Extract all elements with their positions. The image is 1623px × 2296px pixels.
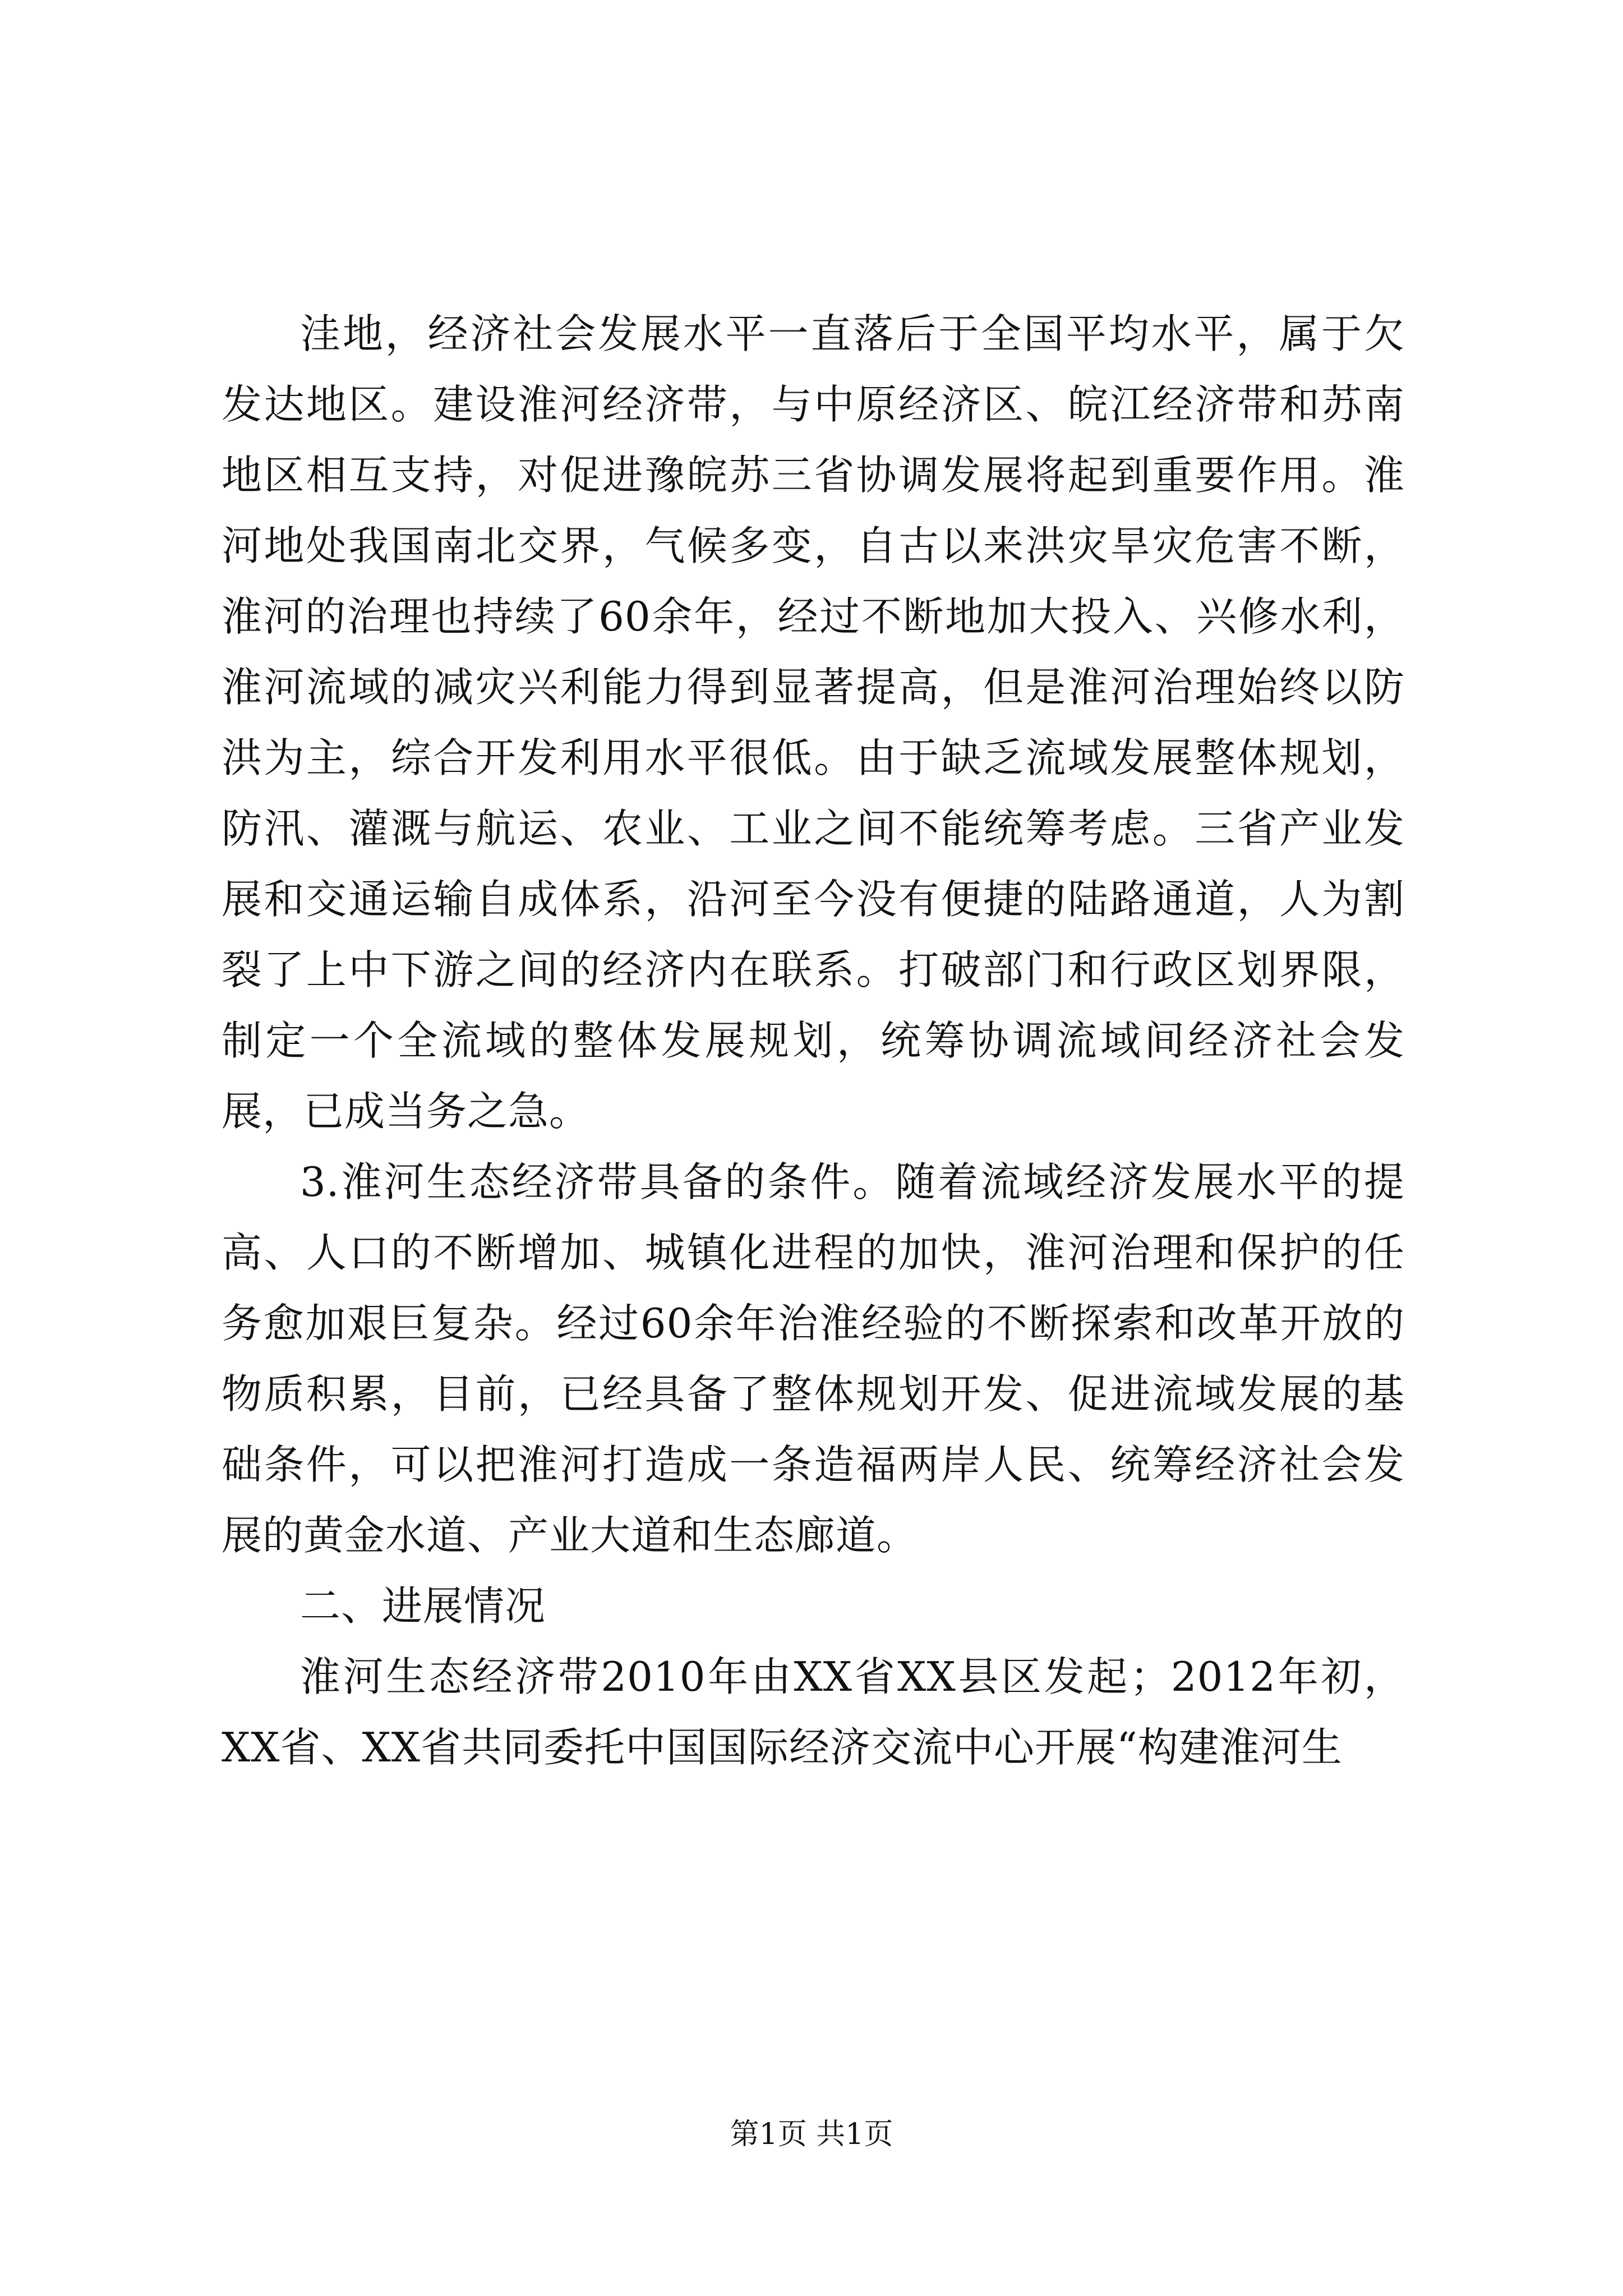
section-heading-progress: 二、进展情况 — [300, 1582, 546, 1630]
page-footer: 第1页 共1页 — [730, 2118, 893, 2151]
paragraph-continuation: 洼地，经济社会发展水平一直落后于全国平均水平，属于欠发达地区。建设淮河经济带，与中原经济区、皖江经济带和苏南地区相互支持，对促进豫皖苏三省协调发展将起到重要作用。淮河地处我国南北交界，气候多变，自古以来洪灾旱灾危害不断，淮河的治理也持续了60余年，经过不断地加大投入、兴修水利，淮河流域的减灾兴利能力得到显著提高，但是淮河治理始终以防洪为主，综合开发利用水平很低。由于缺乏流域发展整体规划，防汛、灌溉与航运、农业、工业之间不能统筹考虑。三省产业发展和交通运输自成体系，沿河至今没有便捷的陆路通道，人为割裂了上中下游之间的经济内在联系。打破部门和行政区划界限，制定一个全流域的整体发展规划，统筹协调流域间经济社会发展，已成当务之急。 — [222, 310, 1405, 1135]
paragraph-conditions: 3.淮河生态经济带具备的条件。随着流域经济发展水平的提高、人口的不断增加、城镇化进程的加快，淮河治理和保护的任务愈加艰巨复杂。经过60余年治淮经验的不断探索和改革开放的物质积累，目前，已经具备了整体规划开发、促进流域发展的基础条件，可以把淮河打造成一条造福两岸人民、统筹经济社会发展的黄金水道、产业大道和生态廊道。 — [222, 1158, 1405, 1559]
paragraph-progress: 淮河生态经济带2010年由XX省XX县区发起；2012年初，XX省、XX省共同委托中国国际经济交流中心开展“构建淮河生 — [222, 1653, 1405, 1771]
document-body — [222, 298, 1405, 1783]
